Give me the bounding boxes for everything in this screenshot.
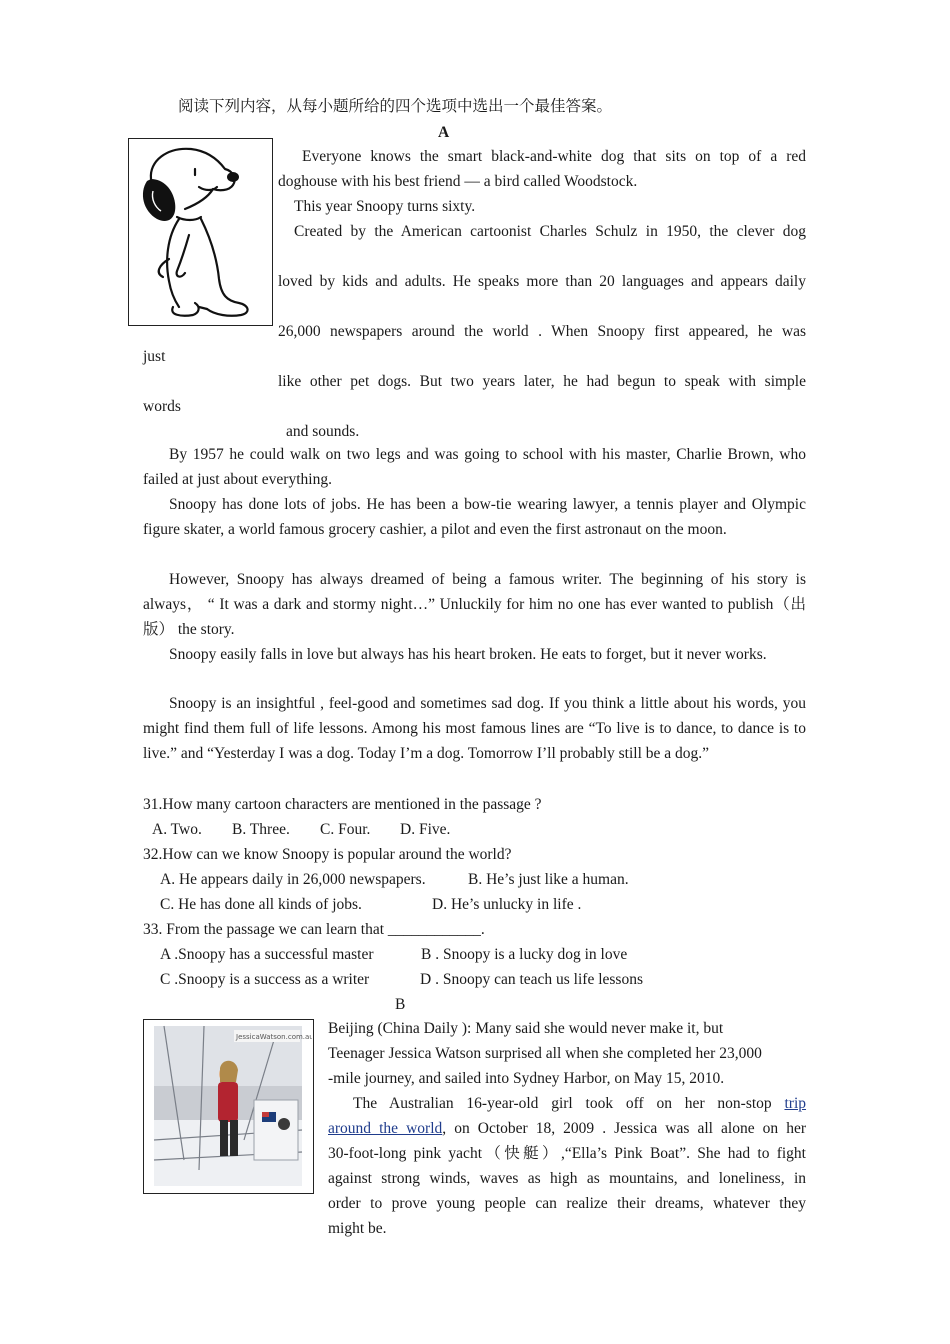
instruction: 阅读下列内容，从每小题所给的四个选项中选出一个最佳答案。 (178, 98, 613, 115)
text-line: Created by the American cartoonist Charles Schulz in 1950, the clever dog (294, 223, 806, 240)
paragraph: Snoopy is an insightful , feel-good and sometimes sad dog. If you think a little about his words, you might find them full of life lessons. Among his most famous lines are “To live is to dance, to dance is to live.” and “Yesterday I was a dog. Today I’m a dog. Tomorrow I’ll probably still be a dog.” (143, 695, 806, 762)
text-line: 26,000 newspapers around the world . When Snoopy first appeared, he was (278, 323, 806, 340)
paragraph: Snoopy has done lots of jobs. He has been a bow-tie wearing lawyer, a tennis player and Olympic figure skater, a world famous grocery cashier, a pilot and even the first astronaut on the moon. (143, 496, 806, 538)
option: B. Three. (232, 821, 290, 838)
jessica-watson-photo-icon (144, 1020, 312, 1192)
question-stem: 33. From the passage we can learn that ____________. (143, 921, 485, 938)
text-line (353, 1094, 806, 1114)
text-line: and sounds. (286, 423, 360, 440)
option: D. Five. (400, 821, 451, 838)
text-line: 30-foot-long pink yacht（快艇）,“Ella’s Pink Boat”. She had to fight (328, 1145, 806, 1162)
text-line: like other pet dogs. But two years later, he had begun to speak with simple (278, 373, 806, 390)
option: D. He’s unlucky in life . (432, 896, 582, 913)
paragraph: Snoopy easily falls in love but always has his heart broken. He eats to forget, but it never works. (169, 646, 767, 663)
text-line: words (143, 398, 181, 415)
text-line: against strong winds, waves as high as mountains, and loneliness, in (328, 1170, 806, 1187)
text-line: might be. (328, 1220, 387, 1237)
option: D . Snoopy can teach us life lessons (420, 971, 643, 988)
option: A. He appears daily in 26,000 newspapers. (160, 871, 426, 888)
option: C .Snoopy is a success as a writer (160, 971, 370, 988)
text-line: order to prove young people can realize their dreams, whatever they (328, 1195, 806, 1212)
text-line: Beijing (China Daily ): Many said she would never make it, but (328, 1020, 724, 1037)
text-line: Teenager Jessica Watson surprised all when she completed her 23,000 (328, 1045, 762, 1062)
text-line: just (143, 348, 166, 365)
text-segment: The Australian 16-year-old girl took off on her non-stop (353, 1095, 772, 1112)
paragraph: By 1957 he could walk on two legs and was going to school with his master, Charlie Brown, who failed at just about everything. (143, 446, 806, 488)
option: C. Four. (320, 821, 371, 838)
option: A .Snoopy has a successful master (160, 946, 374, 963)
text-line: Everyone knows the smart black-and-white dog that sits on top of a red (302, 148, 806, 165)
paragraph: However, Snoopy has always dreamed of being a famous writer. The beginning of his story is always， “ It was a dark and stormy night…” Unluckily for him no one has ever wanted to publish（出版） the story. (143, 571, 806, 638)
text-line: This year Snoopy turns sixty. (294, 198, 476, 215)
section-a-heading: A (438, 124, 450, 141)
around-the-world-link[interactable]: around the world (328, 1120, 443, 1137)
text-line: doghouse with his best friend — a bird called Woodstock. (278, 173, 638, 190)
snoopy-illustration-icon (129, 139, 271, 324)
snoopy-image (128, 138, 273, 326)
question-stem: 31.How many cartoon characters are mentioned in the passage ? (143, 796, 542, 813)
text-line: -mile journey, and sailed into Sydney Harbor, on May 15, 2010. (328, 1070, 725, 1087)
question-stem: 32.How can we know Snoopy is popular around the world? (143, 846, 512, 863)
option: B. He’s just like a human. (468, 871, 629, 888)
photo-caption: JessicaWatson.com.au (236, 1033, 312, 1041)
option: A. Two. (152, 821, 202, 838)
trip-link[interactable]: trip (784, 1095, 807, 1112)
section-b-heading: B (395, 996, 406, 1013)
jessica-photo (143, 1019, 314, 1194)
text-line (328, 1119, 806, 1139)
option: C. He has done all kinds of jobs. (160, 896, 362, 913)
text-segment: , on October 18, 2009 . Jessica was all alone on her (442, 1120, 806, 1137)
text-line: loved by kids and adults. He speaks more than 20 languages and appears daily (278, 273, 806, 290)
option: B . Snoopy is a lucky dog in love (421, 946, 628, 963)
